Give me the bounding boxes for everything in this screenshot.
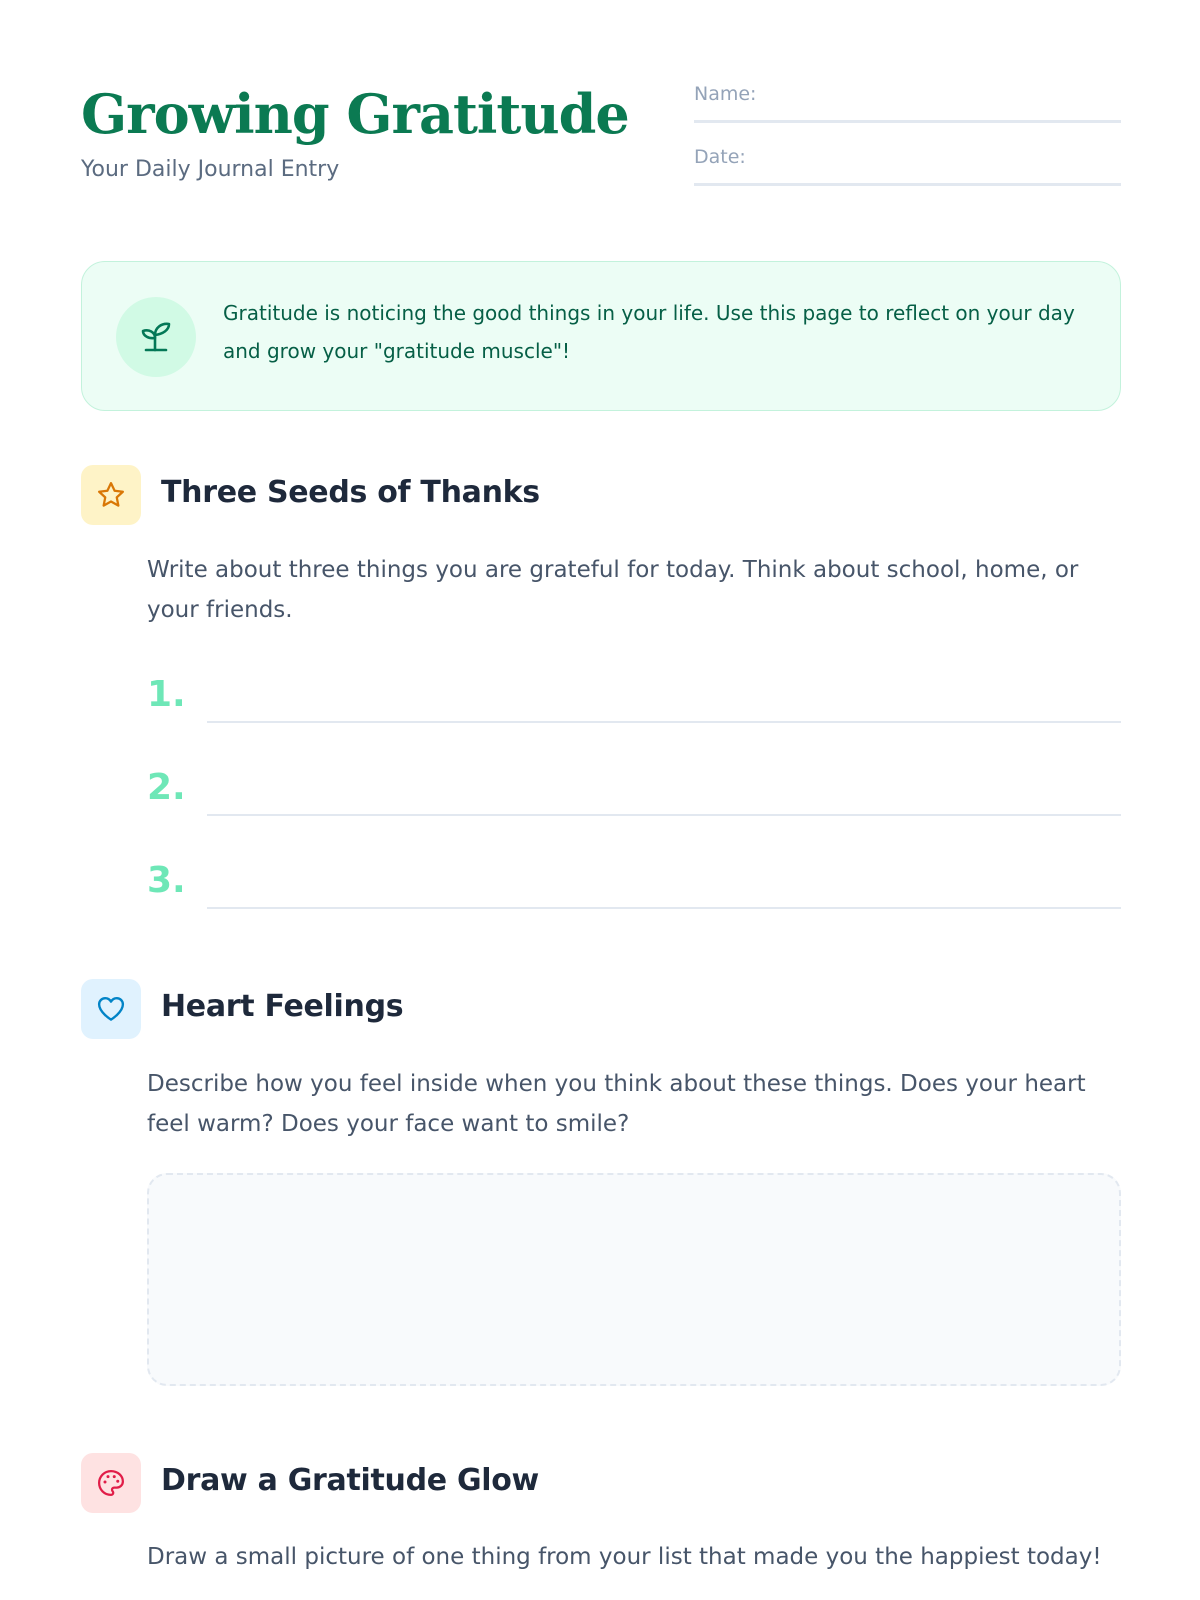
section-header-gratitude-glow <box>81 1453 1121 1513</box>
name-field-label: Name: <box>694 83 757 105</box>
palette-icon <box>96 1468 126 1498</box>
entry-writing-line[interactable] <box>207 721 1121 723</box>
date-field[interactable] <box>694 143 1121 186</box>
entry-writing-line[interactable] <box>207 814 1121 816</box>
section-description-gratitude-glow: Draw a small picture of one thing from your list that made you the happiest today! <box>147 1544 1102 1570</box>
heart-icon-badge <box>81 979 141 1039</box>
date-field-label: Date: <box>694 146 746 168</box>
entry-number: 1. <box>147 674 186 715</box>
star-icon-badge <box>81 465 141 525</box>
entry-number: 3. <box>147 860 186 901</box>
intro-text: Gratitude is noticing the good things in your life. Use this page to reflect on your day and grow your "gratitude muscle"! <box>223 301 1075 363</box>
feelings-writing-box[interactable] <box>147 1173 1121 1386</box>
sprout-icon <box>140 319 172 353</box>
gratitude-entry-2[interactable] <box>147 758 1121 818</box>
heart-icon <box>96 994 126 1024</box>
entry-writing-line[interactable] <box>207 907 1121 909</box>
page-title: Growing Gratitude <box>81 82 629 146</box>
journal-page <box>81 0 1121 1600</box>
section-description-three-seeds: Write about three things you are grateful for today. Think about school, home, or your friends. <box>147 557 1079 623</box>
section-title-heart-feelings: Heart Feelings <box>161 989 404 1024</box>
section-title-three-seeds: Three Seeds of Thanks <box>161 475 540 510</box>
section-title-gratitude-glow: Draw a Gratitude Glow <box>161 1463 539 1498</box>
header <box>81 80 1121 200</box>
sprout-icon-badge <box>116 297 196 377</box>
intro-callout <box>81 261 1121 411</box>
section-header-three-seeds <box>81 465 1121 525</box>
section-description-heart-feelings: Describe how you feel inside when you think about these things. Does your heart feel warm? Does your face want to smile? <box>147 1071 1086 1137</box>
page-subtitle: Your Daily Journal Entry <box>81 157 340 182</box>
gratitude-entry-3[interactable] <box>147 851 1121 911</box>
section-header-heart-feelings <box>81 979 1121 1039</box>
palette-icon-badge <box>81 1453 141 1513</box>
name-field[interactable] <box>694 80 1121 123</box>
gratitude-entry-1[interactable] <box>147 665 1121 725</box>
star-icon <box>96 480 126 510</box>
entry-number: 2. <box>147 767 186 808</box>
